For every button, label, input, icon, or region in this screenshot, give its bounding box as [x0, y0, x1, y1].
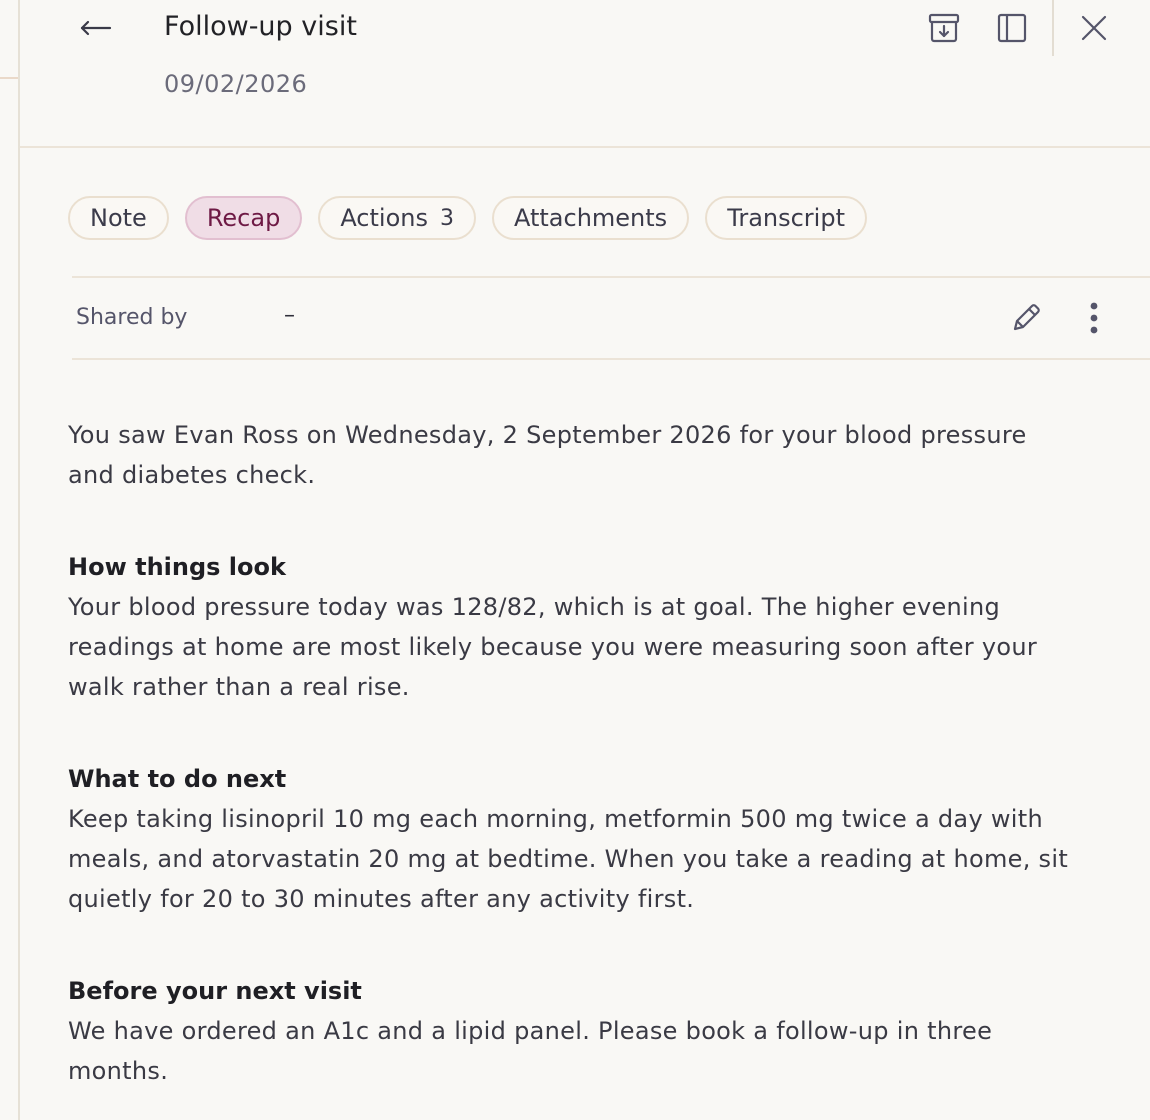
toggle-panel-button[interactable]: [992, 8, 1032, 48]
section-before-next-visit: [68, 975, 1078, 1091]
tab-recap[interactable]: [185, 196, 303, 240]
shared-by-label: Shared by: [76, 305, 188, 330]
visit-title: Follow-up visit: [164, 11, 357, 42]
section-what-to-do-next: [68, 763, 1078, 919]
section-heading: Before your next visit: [68, 977, 362, 1005]
section-heading: How things look: [68, 553, 286, 581]
section-how-things-look: [68, 551, 1078, 707]
tab-transcript[interactable]: [705, 196, 867, 240]
tab-transcript-label: Transcript: [727, 204, 845, 232]
left-panel-edge: [18, 0, 20, 1120]
archive-button[interactable]: [924, 8, 964, 48]
tab-attachments-label: Attachments: [513, 204, 668, 232]
recap-intro: You saw Evan Ross on Wednesday, 2 September 2026 for your blood pressure and diabetes check.: [68, 421, 1027, 489]
tab-actions[interactable]: [318, 196, 476, 240]
section-text: Your blood pressure today was 128/82, which is at goal. The higher evening readings at home are most likely because you were measuring soon after your walk rather than a real rise.: [68, 593, 1038, 701]
tab-note-label: Note: [90, 204, 147, 232]
tab-recap-label: Recap: [206, 204, 281, 232]
tab-actions-count: 3: [439, 205, 454, 231]
shared-by-value: –: [284, 303, 295, 328]
edit-button[interactable]: [1006, 298, 1046, 338]
close-icon: [1080, 14, 1108, 42]
arrow-left-icon: [79, 18, 113, 38]
more-options-button[interactable]: [1074, 298, 1114, 338]
tab-attachments[interactable]: [492, 196, 689, 240]
tab-actions-label: Actions: [340, 204, 428, 232]
section-text: We have ordered an A1c and a lipid panel. Please book a follow-up in three months.: [68, 1017, 993, 1085]
left-panel-divider: [0, 77, 18, 79]
recap-content: [68, 415, 1078, 1091]
sidebar-panel-icon: [996, 12, 1028, 44]
section-text: Keep taking lisinopril 10 mg each morning, metformin 500 mg twice a day with meals, and atorvastatin 20 mg at bedtime. When you take a reading at home, sit quietly for 20 to 30 minutes after any activity first.: [68, 805, 1069, 913]
shared-by-row: [72, 276, 1150, 360]
section-heading: What to do next: [68, 765, 287, 793]
back-button[interactable]: [76, 8, 116, 48]
visit-header: [20, 0, 1150, 148]
close-button[interactable]: [1074, 8, 1114, 48]
more-vertical-icon: [1088, 301, 1100, 335]
visit-date: 09/02/2026: [164, 70, 308, 98]
header-separator: [1052, 0, 1054, 56]
tab-note[interactable]: [68, 196, 169, 240]
archive-download-icon: [927, 12, 961, 44]
tab-bar: [68, 196, 867, 240]
pencil-icon: [1009, 301, 1043, 335]
